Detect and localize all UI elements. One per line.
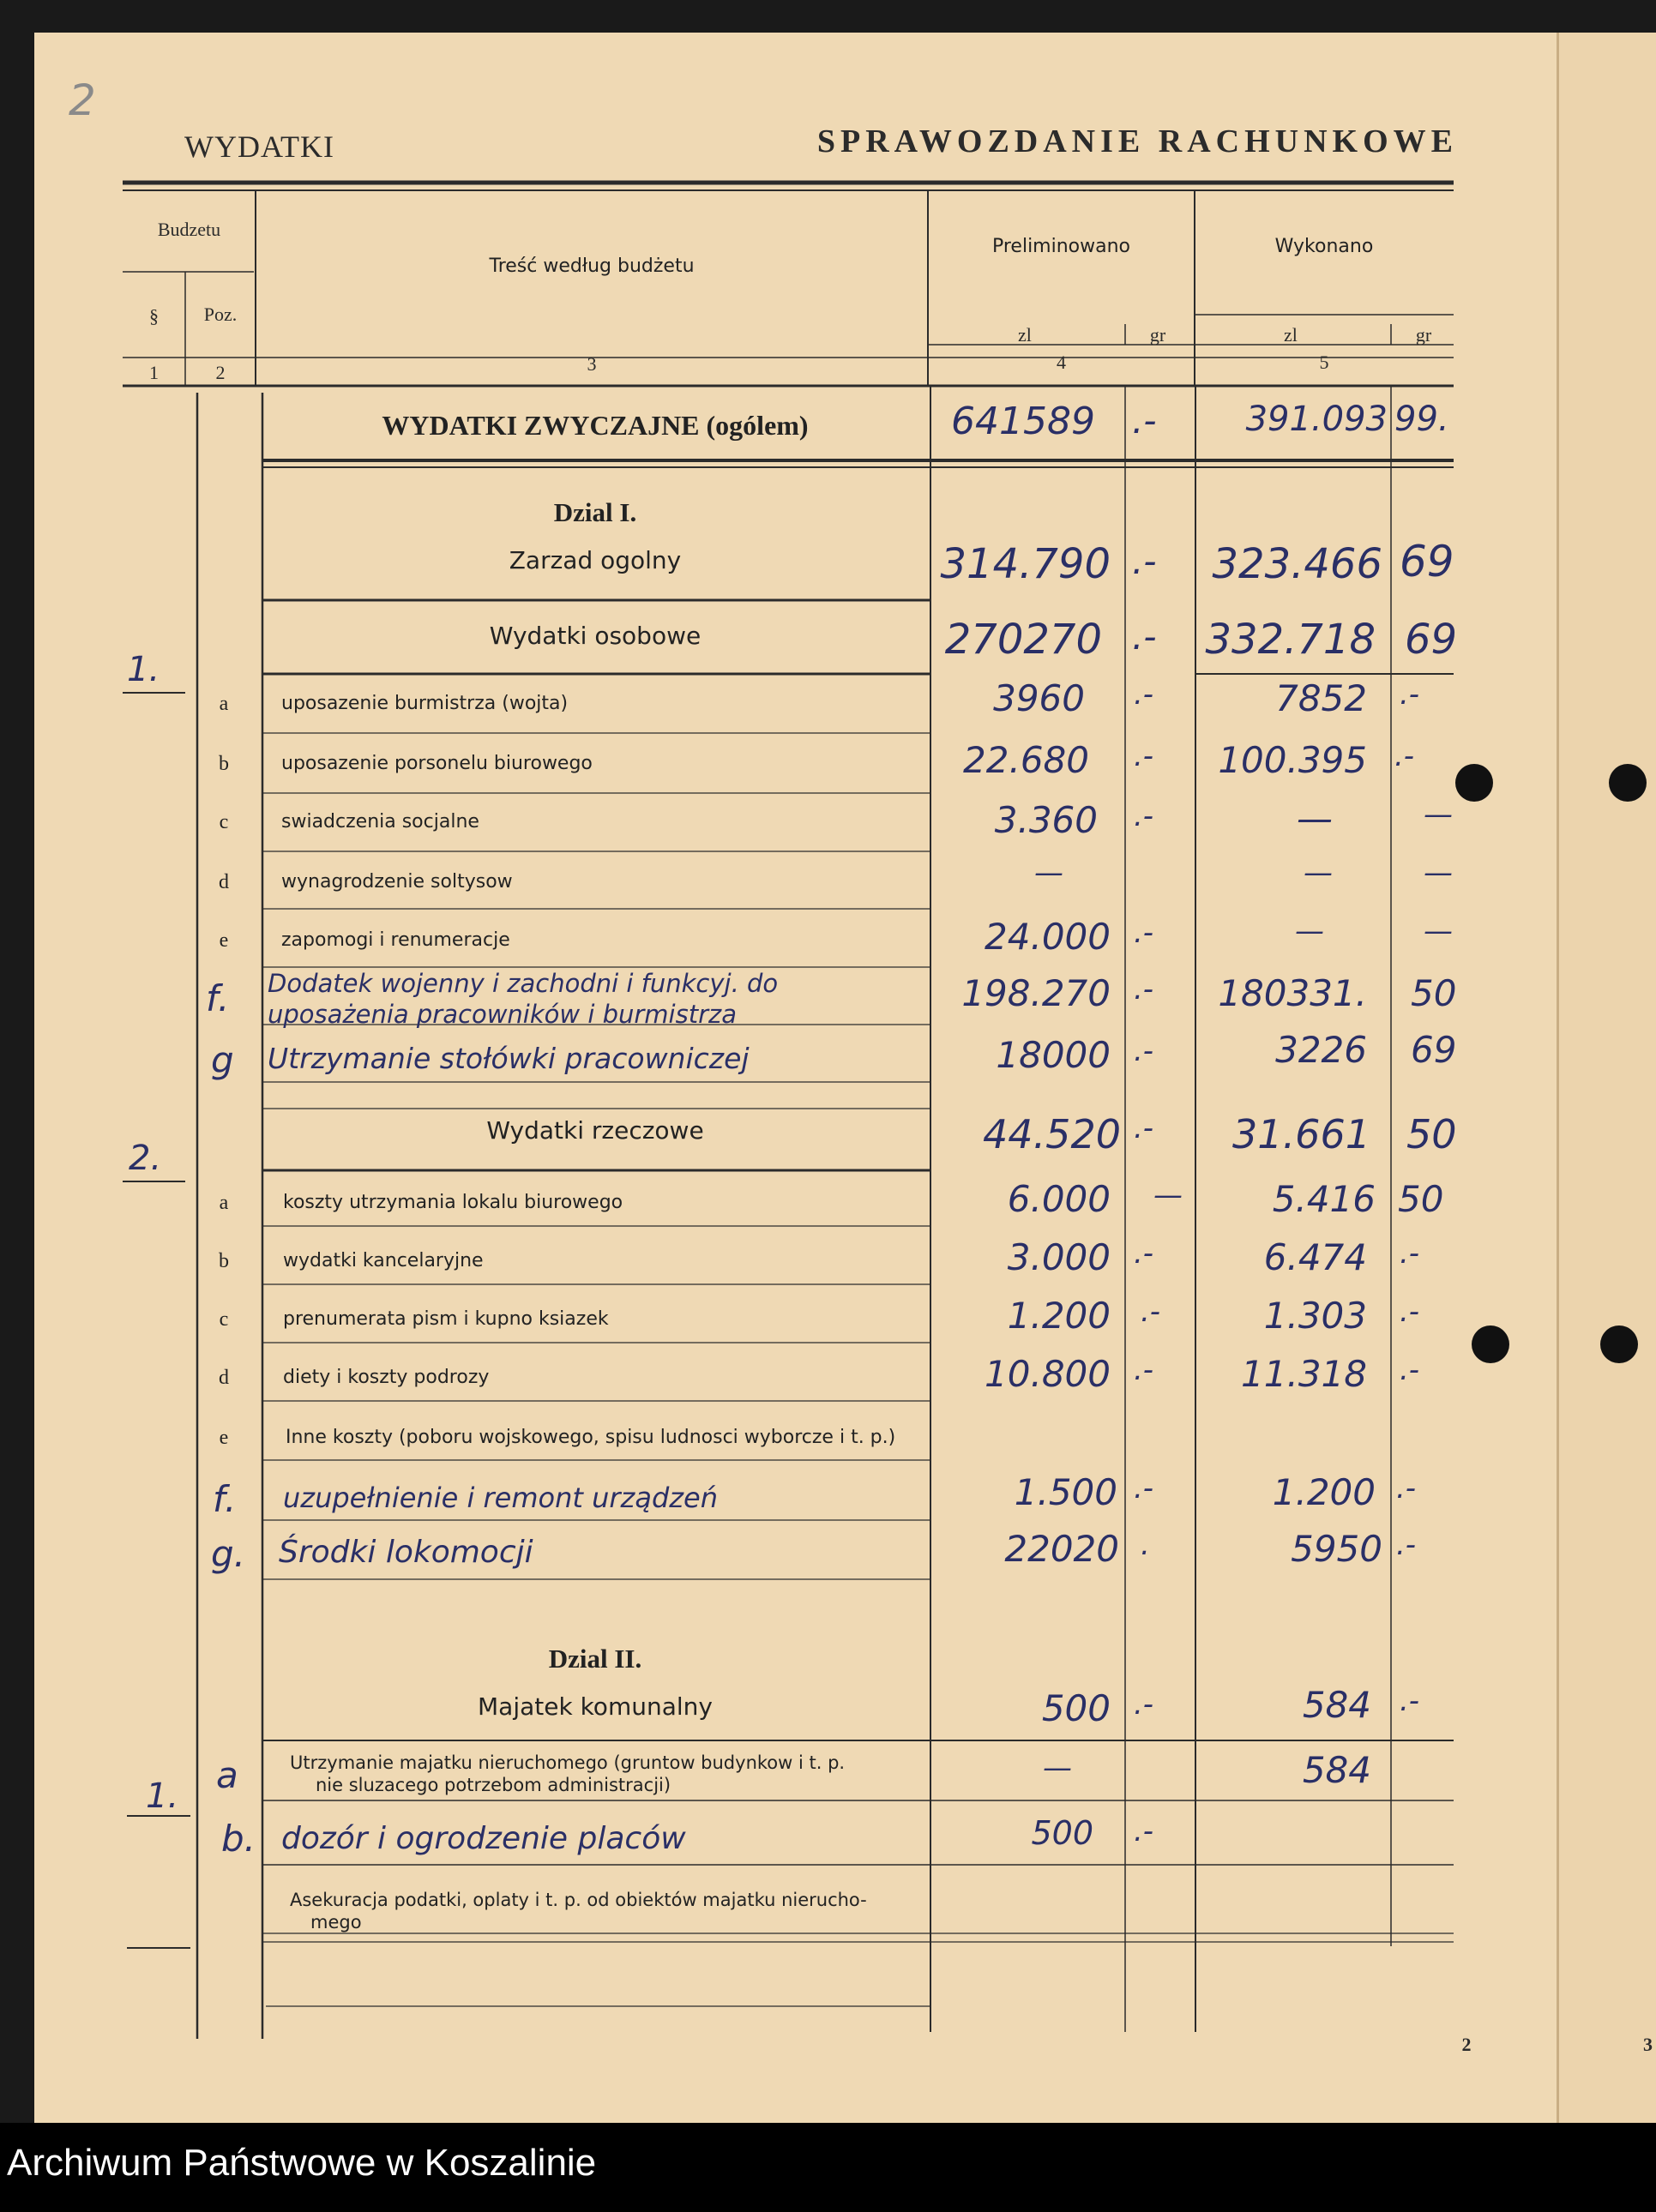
- row-poz: g: [211, 1039, 234, 1081]
- col-wyk-gr: gr: [1415, 324, 1432, 346]
- dzial1-title: Dzial I.: [553, 497, 637, 527]
- row-prelim-zl: 10.800: [985, 1353, 1111, 1395]
- row-poz: d: [219, 1367, 229, 1389]
- punch-hole: [1455, 764, 1493, 802]
- row-poz: b: [219, 753, 229, 775]
- row-wyk-zl: 11.318: [1241, 1353, 1367, 1395]
- row-prelim-gr: .-: [1134, 1236, 1154, 1271]
- osobowe-wyk-zl: 332.718: [1205, 616, 1376, 664]
- dzial1-prelim-zl: 314.790: [940, 540, 1111, 588]
- col-num-1: 1: [149, 362, 159, 383]
- row-wyk-gr: .-: [1400, 1353, 1420, 1387]
- dzial2-prelim-gr: .-: [1134, 1687, 1154, 1722]
- row-prelim-zl: —: [1043, 1751, 1072, 1785]
- next-page-number: 3: [1643, 2034, 1653, 2055]
- col-tresc: Treść według budżetu: [489, 255, 695, 277]
- row-poz: a: [219, 693, 229, 715]
- row-text-2: mego: [310, 1912, 362, 1932]
- col-prelim-gr: gr: [1149, 324, 1166, 346]
- total-prelim-zl: 641589: [951, 400, 1095, 443]
- rzeczowe-wyk-zl: 31.661: [1232, 1111, 1370, 1157]
- row-wyk-zl: 100.395: [1218, 739, 1367, 781]
- osobowe-prelim-zl: 270270: [944, 616, 1102, 664]
- row-prelim-gr: .-: [1134, 739, 1154, 773]
- row-text: koszty utrzymania lokalu biurowego: [283, 1192, 623, 1213]
- row-wyk-gr: .-: [1400, 1295, 1420, 1329]
- dzial1-wyk-gr: 69: [1400, 537, 1454, 586]
- row-prelim-zl: 6.000: [1007, 1178, 1111, 1220]
- row-text: prenumerata pism i kupno ksiazek: [283, 1308, 609, 1330]
- punch-hole: [1472, 1325, 1509, 1363]
- dzial2-wyk-zl: 584: [1302, 1684, 1371, 1726]
- row-text-2: uposażenia pracowników i burmistrza: [268, 1000, 738, 1029]
- row-poz: g.: [211, 1533, 246, 1575]
- row-wyk-gr: 69: [1411, 1029, 1457, 1071]
- row-wyk-zl: 180331.: [1218, 972, 1367, 1014]
- row-prelim-gr: .-: [1134, 799, 1154, 833]
- row-wyk-gr: 50: [1398, 1178, 1444, 1220]
- row-poz: b: [219, 1250, 229, 1272]
- row-prelim-gr: .-: [1134, 677, 1154, 712]
- row-wyk-zl: 584: [1302, 1749, 1371, 1791]
- col-wyk-zl: zl: [1284, 324, 1298, 346]
- row-poz: c: [219, 811, 229, 833]
- row-text: Utrzymanie majatku nieruchomego (gruntow budynkow i t. p.: [290, 1752, 846, 1773]
- row-text: Inne koszty (poboru wojskowego, spisu ludnosci wyborcze i t. p.): [286, 1427, 896, 1448]
- page-title-left: WYDATKI: [184, 129, 334, 164]
- row-text: diety i koszty podrozy: [283, 1367, 490, 1388]
- total-wyk-zl: 391.093: [1245, 400, 1388, 439]
- row-wyk-zl: 1.303: [1263, 1295, 1367, 1337]
- row-text: zapomogi i renumeracje: [281, 929, 510, 951]
- row-text: swiadczenia socjalne: [281, 811, 479, 833]
- row-wyk-zl: 3226: [1275, 1029, 1367, 1071]
- row-prelim-zl: 3.360: [994, 799, 1098, 841]
- row-wyk-gr: .-: [1400, 1236, 1420, 1271]
- osobowe-label: Wydatki osobowe: [489, 622, 702, 650]
- dzial2-title: Dzial II.: [548, 1644, 642, 1674]
- punch-hole: [1609, 764, 1647, 802]
- row-text-2: nie sluzacego potrzebom administracji): [316, 1775, 671, 1795]
- row-prelim-gr: .-: [1134, 1034, 1154, 1068]
- dzial2-section-no: 1.: [146, 1776, 179, 1816]
- col-prelim-zl: zl: [1018, 324, 1032, 346]
- row-text: uzupełnienie i remont urządzeń: [283, 1482, 719, 1514]
- row-text: uposazenie porsonelu biurowego: [281, 753, 593, 774]
- row-prelim-gr: .-: [1141, 1295, 1161, 1329]
- row-prelim-zl: 3960: [993, 677, 1085, 719]
- row-wyk-zl: 7852: [1275, 677, 1367, 719]
- rzeczowe-section-no: 2.: [129, 1139, 162, 1178]
- row-prelim-gr: .-: [1134, 1353, 1154, 1387]
- row-wyk-zl: —: [1297, 797, 1333, 839]
- row-wyk-gr: —: [1424, 914, 1453, 948]
- col-budzetu: Budzetu: [157, 219, 221, 240]
- col-num-3: 3: [587, 353, 597, 375]
- row-text: dozór i ogrodzenie placów: [281, 1821, 686, 1856]
- row-text: wydatki kancelaryjne: [283, 1250, 484, 1271]
- row-poz: e: [219, 929, 229, 952]
- total-wyk-gr: 99.: [1394, 400, 1449, 439]
- row-poz: a: [219, 1192, 229, 1214]
- col-num-2: 2: [215, 362, 226, 383]
- row-prelim-gr: .-: [1134, 972, 1154, 1007]
- row-wyk-gr: —: [1424, 856, 1453, 890]
- row-text: Asekuracja podatki, oplaty i t. p. od obiektów majatku nierucho-: [290, 1890, 867, 1910]
- total-prelim-gr: .-: [1132, 400, 1157, 442]
- row-poz: b.: [221, 1818, 256, 1860]
- col-poz: Poz.: [203, 304, 238, 325]
- row-wyk-zl: 5.416: [1272, 1178, 1376, 1220]
- row-prelim-zl: 18000: [996, 1034, 1111, 1076]
- row-wyk-gr: .-: [1400, 677, 1420, 712]
- row-prelim-zl: 22.680: [963, 739, 1089, 781]
- rzeczowe-label: Wydatki rzeczowe: [486, 1116, 704, 1145]
- rzeczowe-prelim-gr: .-: [1134, 1111, 1154, 1145]
- row-prelim-zl: 24.000: [985, 916, 1111, 958]
- row-text: Utrzymanie stołówki pracowniczej: [268, 1042, 750, 1075]
- archive-footer: [0, 2123, 1656, 2212]
- row-prelim-zl: 198.270: [961, 972, 1111, 1014]
- row-prelim-gr: .-: [1134, 916, 1154, 950]
- row-wyk-zl: —: [1304, 856, 1333, 890]
- row-prelim-gr: —: [1153, 1178, 1183, 1212]
- row-prelim-zl: 22020: [1004, 1528, 1119, 1570]
- dzial1-name: Zarzad ogolny: [509, 546, 682, 574]
- rzeczowe-prelim-zl: 44.520: [983, 1111, 1121, 1157]
- row-poz: a: [216, 1754, 238, 1796]
- pencil-page-number: 2: [69, 75, 96, 125]
- row-poz: f.: [206, 977, 230, 1019]
- row-poz: f.: [213, 1478, 237, 1520]
- row-prelim-zl: 1.200: [1007, 1295, 1111, 1337]
- row-text: uposazenie burmistrza (wojta): [281, 693, 569, 714]
- row-wyk-gr: —: [1424, 797, 1453, 832]
- osobowe-wyk-gr: 69: [1405, 616, 1458, 664]
- page-number: 2: [1461, 2034, 1472, 2055]
- row-prelim-zl: —: [1034, 856, 1063, 890]
- col-preliminowano: Preliminowano: [991, 236, 1131, 257]
- archive-name: Archiwum Państwowe w Koszalinie: [7, 2142, 597, 2184]
- page-title-right: SPRAWOZDANIE RACHUNKOWE: [816, 123, 1458, 159]
- row-text: Dodatek wojenny i zachodni i funkcyj. do: [268, 969, 779, 998]
- osobowe-section-no: 1.: [127, 650, 160, 689]
- row-prelim-gr: .-: [1134, 1814, 1154, 1848]
- row-wyk-zl: —: [1295, 914, 1324, 948]
- total-label: WYDATKI ZWYCZAJNE (ogólem): [382, 410, 809, 441]
- punch-hole: [1600, 1325, 1638, 1363]
- row-wyk-gr: .-: [1396, 1471, 1417, 1506]
- row-wyk-gr: 50: [1411, 972, 1457, 1014]
- row-wyk-zl: 5950: [1291, 1528, 1382, 1570]
- row-poz: e: [219, 1427, 229, 1449]
- row-wyk-zl: 1.200: [1272, 1471, 1376, 1513]
- dzial1-wyk-zl: 323.466: [1212, 540, 1382, 588]
- dzial2-name: Majatek komunalny: [478, 1692, 713, 1721]
- row-poz: c: [219, 1308, 229, 1331]
- row-prelim-zl: 3.000: [1007, 1236, 1111, 1278]
- osobowe-prelim-gr: .-: [1132, 616, 1157, 658]
- dzial2-prelim-zl: 500: [1041, 1687, 1111, 1729]
- dzial1-prelim-gr: .-: [1132, 540, 1157, 582]
- row-wyk-gr: .-: [1396, 1528, 1417, 1562]
- row-poz: d: [219, 871, 229, 893]
- col-wykonano: Wykonano: [1274, 236, 1374, 257]
- row-wyk-zl: 6.474: [1263, 1236, 1367, 1278]
- row-prelim-zl: 500: [1031, 1814, 1093, 1852]
- row-prelim-gr: .-: [1134, 1471, 1154, 1506]
- row-text: Środki lokomocji: [279, 1535, 533, 1570]
- row-prelim-zl: 1.500: [1014, 1471, 1117, 1513]
- row-prelim-gr: .: [1141, 1528, 1150, 1562]
- row-text: wynagrodzenie soltysow: [281, 871, 513, 893]
- col-num-5: 5: [1319, 352, 1329, 373]
- col-num-4: 4: [1057, 352, 1066, 373]
- row-wyk-gr: .-: [1394, 739, 1415, 773]
- rzeczowe-wyk-gr: 50: [1406, 1111, 1457, 1157]
- dzial2-wyk-gr: .-: [1400, 1684, 1420, 1718]
- col-paragraph: §: [149, 305, 159, 327]
